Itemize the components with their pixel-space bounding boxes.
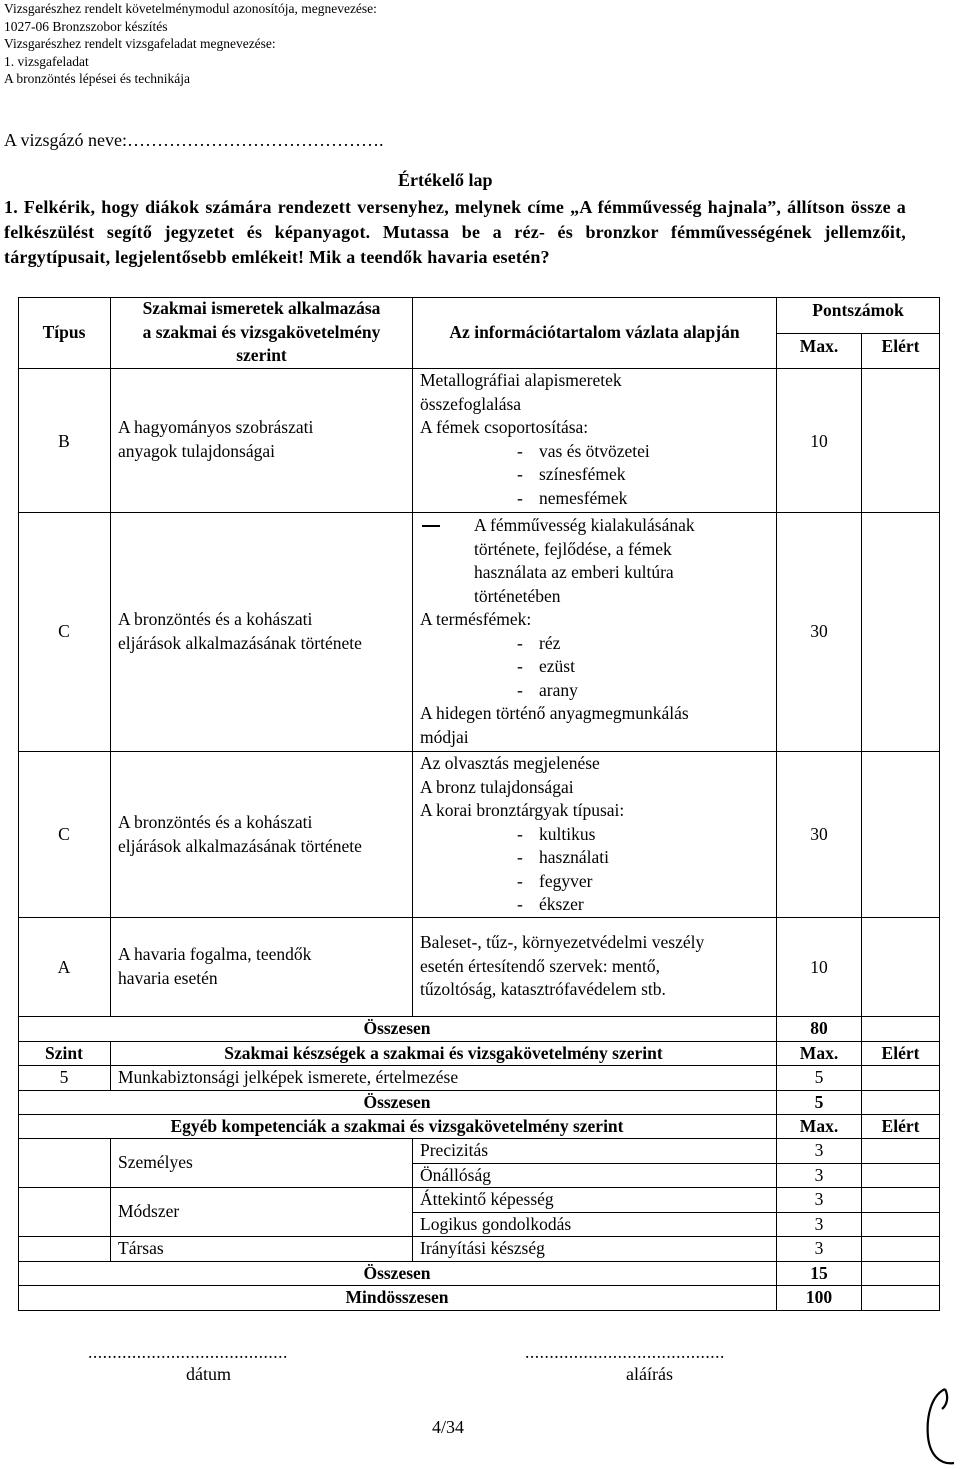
bullet-text: használati: [539, 847, 609, 867]
table-divider: [776, 333, 940, 334]
skills-max-header: Max.: [799, 1043, 839, 1063]
outline-line: A hidegen történő anyagmegmunkálás: [420, 703, 689, 723]
total-value: 5: [814, 1092, 824, 1112]
bullet-item: - színesfémek: [517, 464, 626, 484]
total-value: 15: [810, 1263, 828, 1283]
outline-line: Metallográfiai alapismeretek: [420, 370, 622, 390]
competency-max: 3: [814, 1140, 824, 1160]
bullet-text: vas és ötvözetei: [539, 440, 650, 461]
bullet-item: - vas és ötvözetei: [517, 440, 650, 461]
competency-group: Módszer: [118, 1201, 180, 1221]
signature-dots: .........................................: [525, 1342, 725, 1362]
date-dots: .........................................: [88, 1342, 288, 1362]
outline-line: A fémművesség kialakulásának: [474, 515, 695, 535]
grand-total-label: Mindösszesen: [345, 1287, 449, 1307]
header-knowledge-line: Szakmai ismeretek alkalmazása: [142, 298, 381, 318]
outline-line: A bronz tulajdonságai: [420, 776, 574, 797]
table-divider: [18, 512, 940, 513]
corner-mark-icon: [918, 1385, 958, 1469]
outline-line: esetén értesítendő szervek: mentő,: [420, 955, 661, 976]
row-knowledge: [118, 416, 408, 463]
row-type: B: [58, 431, 70, 451]
outline-line: módjai: [420, 726, 469, 747]
total-value: 80: [810, 1018, 828, 1038]
row-type: C: [58, 824, 70, 844]
header-outline: Az információtartalom vázlata alapján: [449, 322, 740, 342]
document-header: [4, 0, 377, 88]
row-knowledge: [118, 608, 410, 655]
row-max: 30: [810, 824, 828, 844]
bullet-item: - arany: [517, 679, 578, 700]
header-max: Max.: [799, 336, 839, 356]
header-line: Vizsgarészhez rendelt követelménymodul azonosítója, megnevezése:: [4, 1, 377, 16]
row-knowledge: [118, 943, 410, 990]
grand-total-value: 100: [805, 1287, 833, 1307]
table-divider: [412, 297, 413, 1017]
knowledge-line: A havaria fogalma, teendők: [118, 944, 312, 964]
knowledge-line: eljárások alkalmazásának története: [118, 632, 362, 653]
outline-line: összefoglalása: [420, 393, 522, 414]
header-line: 1. vizsgafeladat: [4, 53, 89, 69]
outline-line: A termésfémek:: [420, 609, 532, 629]
table-border-right: [939, 297, 940, 1017]
bullet-text: réz: [539, 632, 561, 653]
bullet-item: - fegyver: [517, 870, 593, 891]
competencies-title: Egyéb kompetenciák a szakmai és vizsgakövetelmény szerint: [170, 1116, 624, 1136]
table-divider: [776, 297, 777, 1017]
knowledge-line: A hagyományos szobrászati: [118, 417, 314, 437]
candidate-name-field: A vizsgázó neve:…………………………………….: [4, 130, 384, 150]
competency-max: 3: [814, 1189, 824, 1209]
competency-item: Önállóság: [420, 1165, 491, 1185]
sheet-title: Értékelő lap: [398, 170, 493, 190]
dash-item: [420, 514, 776, 608]
knowledge-line: havaria esetén: [118, 967, 218, 988]
bullet-text: ezüst: [539, 656, 575, 676]
header-line: A bronzöntés lépései és technikája: [4, 71, 190, 86]
header-type: Típus: [42, 322, 86, 342]
outline-line: Baleset-, tűz-, környezetvédelmi veszély: [420, 932, 705, 952]
skills-achieved-header: Elért: [881, 1043, 920, 1063]
row-outline: [420, 369, 776, 510]
outline-line: története, fejlődése, a fémek: [474, 538, 672, 559]
competency-max: 3: [814, 1238, 824, 1258]
bullet-item: - nemesfémek: [517, 487, 628, 508]
row-knowledge: [118, 811, 410, 858]
bullet-text: fegyver: [539, 870, 593, 891]
header-points: Pontszámok: [812, 300, 904, 320]
table-border-bottom: [18, 1310, 940, 1311]
row-max: 10: [810, 431, 828, 451]
bullet-text: színesfémek: [539, 464, 626, 484]
outline-line: A korai bronztárgyak típusai:: [420, 800, 625, 820]
header-knowledge-line: a szakmai és vizsgakövetelmény: [142, 321, 381, 342]
row-outline: [420, 514, 776, 749]
page-number: 4/34: [432, 1417, 465, 1437]
competency-item: Logikus gondolkodás: [420, 1214, 572, 1234]
total-label: Összesen: [363, 1263, 431, 1283]
row-max: 10: [810, 957, 828, 977]
total-label: Összesen: [363, 1018, 431, 1038]
bullet-item: - ékszer: [517, 894, 584, 914]
competency-group: Társas: [118, 1238, 164, 1258]
competency-item: Irányítási készség: [420, 1238, 545, 1258]
knowledge-line: anyagok tulajdonságai: [118, 440, 275, 461]
header-knowledge: [111, 297, 412, 368]
table-divider: [861, 333, 862, 1017]
outline-line: használata az emberi kultúra: [474, 562, 674, 582]
table-border-left: [18, 297, 19, 1017]
task-description: 1. Felkérik, hogy diákok számára rendezett versenyhez, melynek címe „A fémművesség hajnala”, állítson össze a felkészülést segítő jegyzetet és képanyagot. Mutassa be a réz- és bronzkor fémművességének jellemzőit, tárgytípusait, legjelentősebb emlékeit! Mik a teendők havaria esetén?: [4, 197, 906, 267]
row-outline: [420, 752, 776, 917]
header-achieved: Elért: [881, 336, 920, 356]
competency-max: 3: [814, 1214, 824, 1234]
header-line: 1027-06 Bronzszobor készítés: [4, 18, 168, 34]
competency-item: Áttekintő képesség: [420, 1189, 554, 1209]
bullet-text: kultikus: [539, 823, 596, 844]
bullet-item: - ezüst: [517, 656, 575, 676]
signature-label: aláírás: [626, 1364, 673, 1384]
outline-line: tűzoltóság, katasztrófavédelem stb.: [420, 979, 666, 999]
skills-level-header: Szint: [45, 1043, 83, 1063]
skills-level: 5: [59, 1067, 69, 1087]
bullet-item: - használati: [517, 847, 609, 867]
table-divider: [412, 1138, 413, 1261]
total-label: Összesen: [363, 1092, 431, 1112]
table-divider: [110, 297, 111, 1017]
header-line: Vizsgarészhez rendelt vizsgafeladat megnevezése:: [4, 36, 276, 51]
table-divider: [18, 917, 940, 918]
table-divider: [110, 1138, 111, 1261]
row-max: 30: [810, 621, 828, 641]
row-outline: [420, 931, 776, 1002]
skills-text: Munkabiztonsági jelképek ismerete, értelmezése: [118, 1067, 459, 1087]
knowledge-line: A bronzöntés és a kohászati: [118, 609, 313, 629]
competency-group: Személyes: [118, 1152, 193, 1172]
header-knowledge-line: szerint: [236, 345, 287, 365]
dash-marker: [422, 525, 440, 527]
bullet-text: arany: [539, 679, 578, 700]
skills-title: Szakmai készségek a szakmai és vizsgakövetelmény szerint: [224, 1043, 663, 1063]
competency-max: 3: [814, 1165, 824, 1185]
row-type: C: [58, 621, 70, 641]
competencies-max-header: Max.: [799, 1116, 839, 1136]
bullet-item: - kultikus: [517, 823, 596, 844]
competency-item: Precizitás: [420, 1140, 489, 1160]
bullet-text: nemesfémek: [539, 487, 628, 508]
outline-line: A fémek csoportosítása:: [420, 417, 589, 437]
bullet-item: - réz: [517, 632, 561, 653]
knowledge-line: A bronzöntés és a kohászati: [118, 812, 313, 832]
row-type: A: [57, 957, 71, 977]
outline-line: történetében: [474, 585, 561, 606]
date-label: dátum: [186, 1364, 231, 1384]
bullet-text: ékszer: [539, 894, 584, 914]
competencies-achieved-header: Elért: [881, 1116, 920, 1136]
outline-line: Az olvasztás megjelenése: [420, 753, 600, 773]
skills-max: 5: [814, 1067, 824, 1087]
knowledge-line: eljárások alkalmazásának története: [118, 835, 362, 856]
